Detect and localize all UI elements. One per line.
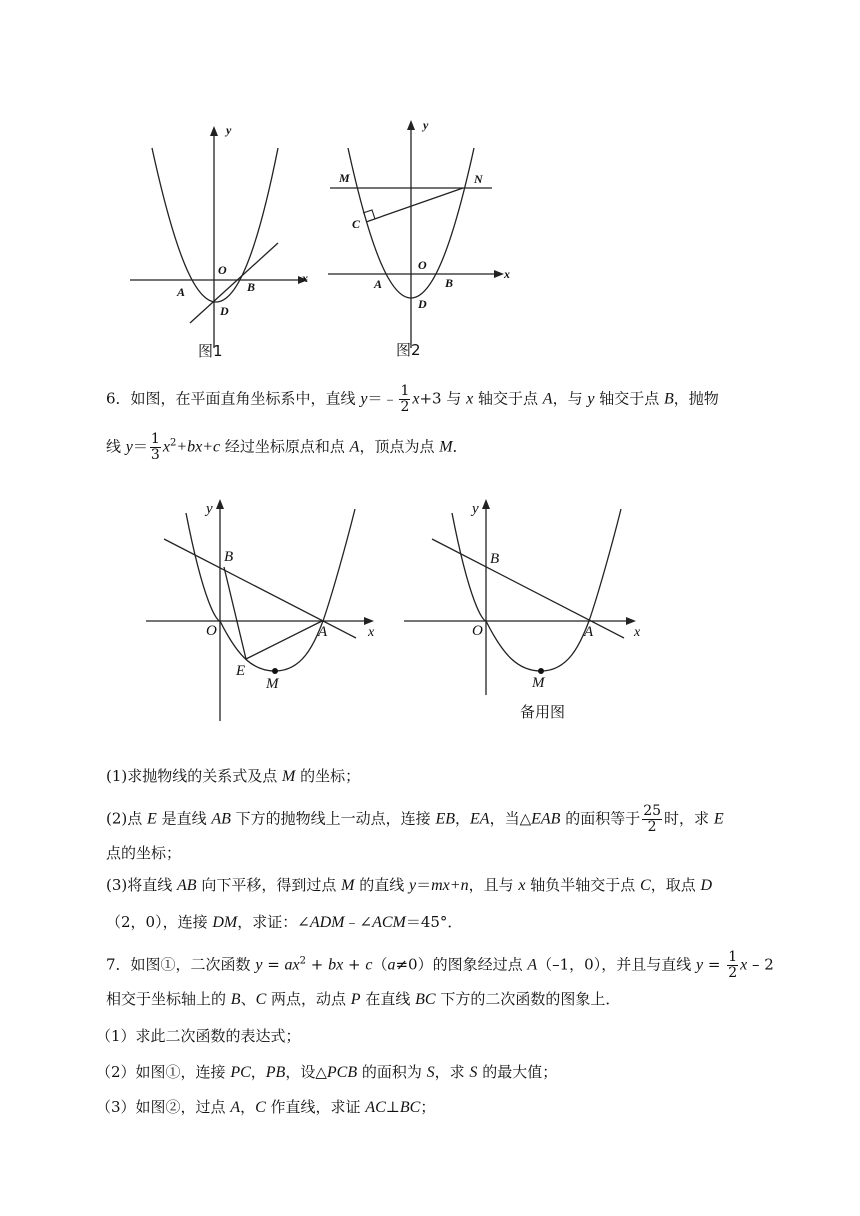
denominator: 2 (647, 819, 657, 835)
q6-part-1 (106, 765, 360, 788)
var: +bx+c (176, 438, 221, 456)
exponent: 2 (169, 437, 177, 449)
q7-part-2 (96, 1061, 557, 1084)
label-y: y (472, 501, 479, 517)
text: ＝ (132, 437, 148, 456)
numerator: 25 (643, 803, 662, 819)
var: M (341, 877, 355, 894)
text: 、 (240, 990, 256, 1008)
var: AB (211, 810, 231, 828)
x-axis-arrow (626, 617, 636, 625)
y-axis-arrow (210, 126, 218, 136)
text: ，求 (434, 1063, 470, 1081)
x-axis-arrow (494, 270, 504, 278)
text: ． (452, 437, 468, 456)
parabola (452, 509, 621, 671)
text: 轴交于点 (594, 389, 665, 408)
q7-part-1 (96, 1025, 301, 1047)
text: 经过坐标原点和点 (220, 437, 350, 456)
vertex-m-dot (272, 668, 278, 674)
var: B (664, 390, 674, 408)
var: x (412, 390, 420, 408)
var: x (740, 956, 748, 974)
text: 的最大值； (477, 1063, 558, 1081)
figure-1-svg (120, 118, 320, 363)
text: +3 与 (419, 389, 467, 408)
label-o: O (418, 258, 427, 272)
var: E (147, 810, 157, 828)
text: ＝ (416, 876, 432, 894)
figure-1-caption: 图1 (198, 342, 223, 360)
q6-line-1 (106, 384, 719, 415)
segment-ea (246, 621, 322, 659)
text: ，且与 (468, 876, 519, 894)
var: y (360, 390, 368, 408)
text: （2）如图①，连接 (96, 1063, 231, 1081)
label-m: M (266, 676, 279, 692)
text: ， (455, 809, 471, 828)
text: ＝45°． (405, 913, 463, 931)
var: PB (265, 1064, 286, 1081)
label-b: B (490, 551, 500, 567)
line-cn (366, 188, 463, 222)
label-b: B (445, 276, 454, 290)
var: EA (470, 810, 490, 828)
label-d: D (418, 297, 427, 311)
text: ≠0）的图象经过点 (395, 955, 528, 974)
var: S (469, 1064, 478, 1081)
var: ax (284, 956, 300, 974)
text: 轴负半轴交于点 (525, 876, 641, 894)
fraction (642, 804, 662, 835)
var: S (426, 1064, 435, 1081)
label-a: A (318, 624, 328, 640)
label-a: A (374, 277, 383, 291)
line-ab (432, 539, 624, 638)
var: PC (230, 1064, 251, 1081)
var: ACM (372, 914, 406, 931)
text: （ (372, 955, 388, 974)
text: ⊥ (385, 1098, 400, 1116)
var: BC (399, 1099, 421, 1116)
var: C (640, 877, 651, 894)
label-o: O (472, 623, 483, 639)
text: 两点，动点 (266, 990, 351, 1008)
y-axis-arrow (482, 499, 490, 509)
q6-part-2-cont (106, 842, 181, 864)
y-axis-arrow (407, 120, 415, 130)
text: ﹣∠ (344, 913, 373, 931)
label-y: y (226, 123, 232, 137)
var: P (350, 991, 361, 1008)
text: 6．如图，在平面直角坐标系中，直线 (106, 389, 361, 408)
text: ，抛物 (673, 389, 719, 408)
text: + (343, 955, 366, 974)
label-y: y (423, 118, 429, 132)
text: 时，求 (664, 809, 714, 828)
var: x (466, 390, 474, 408)
q7-part-3 (96, 1096, 435, 1119)
var: AB (177, 877, 197, 894)
figure-2-caption: 图2 (396, 341, 421, 359)
text: 的坐标； (295, 767, 361, 785)
x-axis-arrow (364, 617, 374, 625)
var: x (518, 877, 526, 894)
vertex-m-dot (538, 668, 544, 674)
var: A (349, 438, 360, 456)
text: 是直线 (156, 809, 212, 828)
var: C (255, 1099, 266, 1116)
text: （3）如图②，过点 (96, 1098, 231, 1116)
var: c (365, 956, 373, 974)
text: (3)将直线 (106, 876, 178, 894)
var: y (696, 956, 704, 974)
denominator: 2 (400, 399, 410, 415)
text: 作直线，求证 (265, 1098, 366, 1116)
text: 线 (106, 437, 126, 456)
label-x: x (368, 625, 375, 640)
var: bx (328, 956, 344, 974)
var: y (409, 877, 417, 894)
q7-line-2 (106, 988, 620, 1011)
q7-line-1 (106, 950, 774, 981)
label-y: y (206, 501, 213, 517)
parabola (152, 148, 278, 302)
text: ； (420, 1098, 436, 1116)
exponent: 2 (299, 955, 307, 967)
var: EAB (531, 810, 561, 828)
var: C (255, 991, 267, 1008)
text: 的面积为 (357, 1063, 427, 1081)
label-x: x (634, 625, 641, 640)
var: mx+n (431, 877, 469, 894)
spare-figure-caption: 备用图 (520, 703, 566, 721)
text: – 2 (747, 955, 774, 974)
text: (2)点 (106, 809, 148, 828)
text: 的面积等于 (560, 809, 641, 828)
fraction (150, 432, 161, 463)
label-m: M (339, 171, 350, 185)
text: （1）求此二次函数的表达式； (96, 1027, 301, 1045)
text: ，取点 (650, 876, 701, 894)
label-a: A (584, 624, 594, 640)
text: = (703, 955, 726, 974)
var: ADM (309, 914, 345, 931)
numerator: 1 (728, 949, 738, 965)
segment-eb (224, 567, 246, 659)
var: y (125, 438, 133, 456)
figure-2 (320, 118, 520, 363)
fraction (727, 950, 738, 981)
text: ，当△ (489, 809, 532, 828)
text: ，设△ (285, 1063, 327, 1081)
q6-figure-main (142, 495, 392, 725)
label-n: N (474, 172, 483, 186)
var: y (587, 390, 595, 408)
fraction (399, 384, 410, 415)
text: ， (240, 1098, 256, 1116)
var: M (282, 768, 296, 785)
figure-2-svg (320, 118, 520, 363)
var: D (700, 877, 713, 894)
label-a: A (177, 285, 186, 299)
text: ＝﹣ (367, 389, 398, 408)
var: A (542, 390, 553, 408)
label-b: B (224, 549, 234, 565)
text: 向下平移，得到过点 (196, 876, 342, 894)
figure-1 (120, 118, 320, 363)
text: ，求证：∠ (237, 913, 310, 931)
text: 的直线 (354, 876, 409, 894)
q6-part-3 (106, 874, 712, 897)
var: B (230, 991, 241, 1008)
denominator: 3 (150, 447, 160, 463)
label-m: M (532, 675, 545, 691)
denominator: 2 (728, 965, 738, 981)
label-e: E (236, 663, 246, 679)
label-o: O (206, 623, 217, 639)
q6-part-3-cont (106, 911, 462, 934)
text: 下方的二次函数的图象上． (435, 990, 621, 1008)
var: E (713, 810, 724, 828)
q6-figure-main-svg (142, 495, 392, 725)
var: EB (435, 810, 455, 828)
text: 7．如图①，二次函数 (106, 955, 256, 974)
var: x (162, 438, 170, 456)
numerator: 1 (400, 383, 410, 399)
q6-line-2 (106, 432, 468, 463)
q6-figure-spare-svg (400, 495, 650, 725)
var: M (439, 438, 453, 456)
text: ，与 (552, 389, 588, 408)
var: A (230, 1099, 241, 1116)
q6-figure-spare (400, 495, 650, 725)
text: + (306, 955, 329, 974)
text: 在直线 (360, 990, 416, 1008)
var: A (527, 956, 538, 974)
text: 下方的抛物线上一动点，连接 (230, 809, 436, 828)
label-c: C (352, 217, 361, 231)
var: a (387, 956, 396, 974)
text: 点的坐标； (106, 844, 182, 862)
var: PCB (326, 1064, 358, 1081)
var: AC (365, 1099, 386, 1116)
text: （2，0），连接 (106, 913, 213, 931)
label-b: B (247, 280, 256, 294)
var: BC (415, 991, 436, 1008)
line-db (190, 243, 278, 323)
y-axis-arrow (216, 499, 224, 509)
text: 相交于坐标轴上的 (106, 990, 231, 1008)
text: （–1，0），并且与直线 (537, 955, 696, 974)
var: y (255, 956, 263, 974)
label-x: x (504, 267, 510, 281)
text: ， (250, 1063, 266, 1081)
text: 轴交于点 (473, 389, 543, 408)
numerator: 1 (150, 431, 160, 447)
line-ab (164, 539, 356, 638)
label-d: D (220, 304, 229, 318)
label-o: O (218, 263, 227, 277)
text: (1)求抛物线的关系式及点 (106, 767, 283, 785)
label-x: x (302, 271, 308, 285)
text: ，顶点为点 (359, 437, 440, 456)
var: DM (212, 914, 238, 931)
q6-part-2 (106, 804, 724, 835)
text: = (262, 955, 285, 974)
